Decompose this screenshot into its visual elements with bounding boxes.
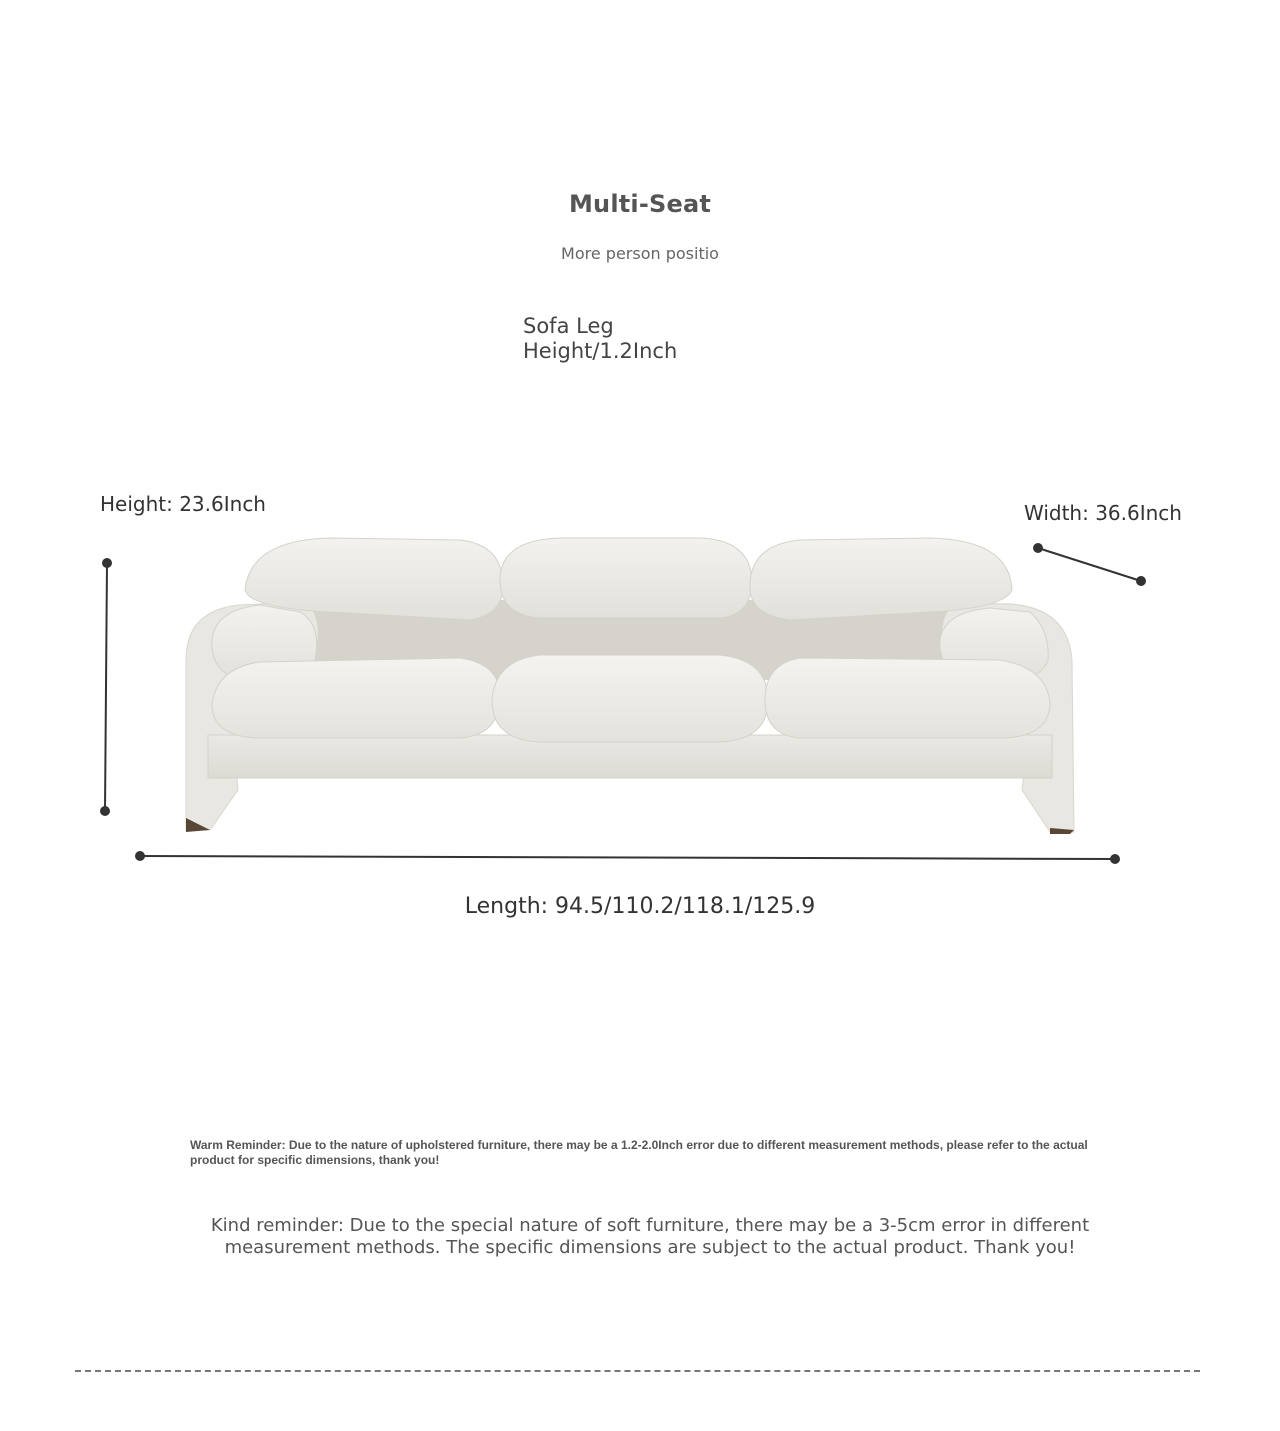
page-title: Multi-Seat xyxy=(568,190,712,218)
page-subtitle: More person positio xyxy=(561,244,719,263)
width-dimension-line xyxy=(1038,548,1141,581)
length-dimension-endpoint-left xyxy=(135,851,145,861)
width-dimension-label: Width: 36.6Inch xyxy=(1024,501,1182,525)
warm-reminder-text: Warm Reminder: Due to the nature of upholstered furniture, there may be a 1.2-2.0Inch error due to different measurement methods, please refer to the actual product for specific dimensions, thank you! xyxy=(190,1138,1088,1167)
height-dimension-line xyxy=(105,563,107,811)
sofa-leg-label-line1: Sofa Leg xyxy=(523,314,614,338)
sofa-leg-label-line2: Height/1.2Inch xyxy=(523,339,678,363)
back-cushion-right xyxy=(750,538,1012,620)
height-dimension-endpoint-top xyxy=(102,558,112,568)
seat-cushion-left xyxy=(212,658,500,738)
height-dimension-label: Height: 23.6Inch xyxy=(100,492,266,516)
back-cushion-left xyxy=(245,538,503,620)
seat-cushion-right xyxy=(765,658,1050,738)
length-dimension-label: Length: 94.5/110.2/118.1/125.9 xyxy=(464,894,816,919)
length-dimension-endpoint-right xyxy=(1110,854,1120,864)
dashed-divider xyxy=(75,1370,1200,1372)
width-dimension-endpoint-left xyxy=(1033,543,1043,553)
height-dimension-endpoint-bottom xyxy=(100,806,110,816)
back-cushion-middle xyxy=(500,538,752,618)
kind-reminder-text: Kind reminder: Due to the special nature of soft furniture, there may be a 3-5cm error in different measurement methods. The specific dimensions are subject to the actual product. Thank you! xyxy=(210,1215,1090,1258)
width-dimension-endpoint-right xyxy=(1136,576,1146,586)
seat-cushion-middle xyxy=(492,655,768,742)
length-dimension-line xyxy=(140,856,1115,859)
